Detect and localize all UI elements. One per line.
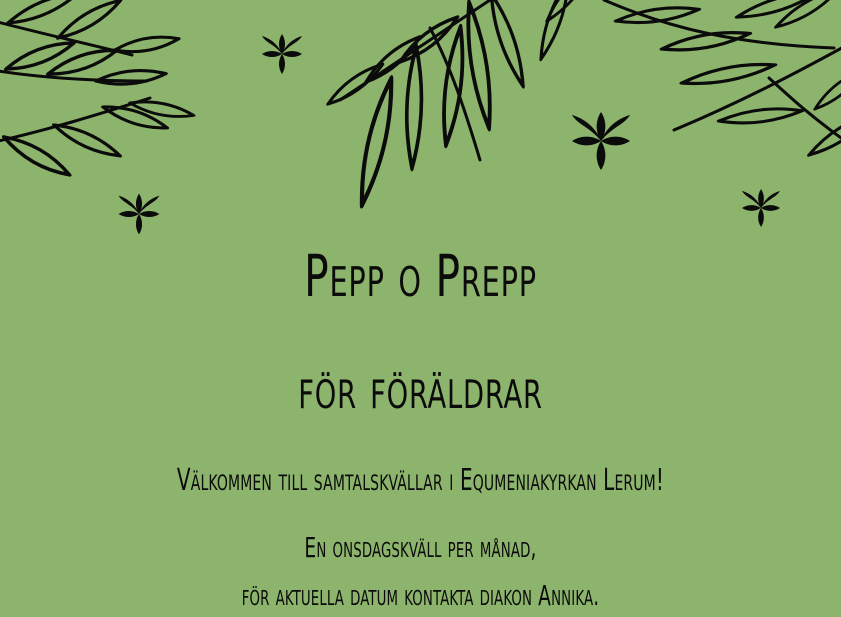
schedule-text-line-1: En onsdagskväll per månad, (304, 531, 537, 564)
leaf-branch-icon (604, 0, 841, 160)
leaf-branch-icon (0, 0, 195, 181)
poster-title-line-2: för föräldrar (298, 357, 543, 422)
poster-title-line-1: Pepp o Prepp (304, 242, 537, 310)
flower-icon (572, 112, 630, 170)
flower-icon (119, 194, 160, 235)
flower-icon (742, 189, 780, 227)
schedule-text-line-2: för aktuella datum kontakta diakon Annika. (241, 579, 600, 612)
leaf-branch-icon (324, 0, 598, 207)
welcome-text: Välkommen till samtalskvällar i Equmeniakyrkan Lerum! (176, 463, 665, 498)
flower-icon (262, 34, 302, 74)
